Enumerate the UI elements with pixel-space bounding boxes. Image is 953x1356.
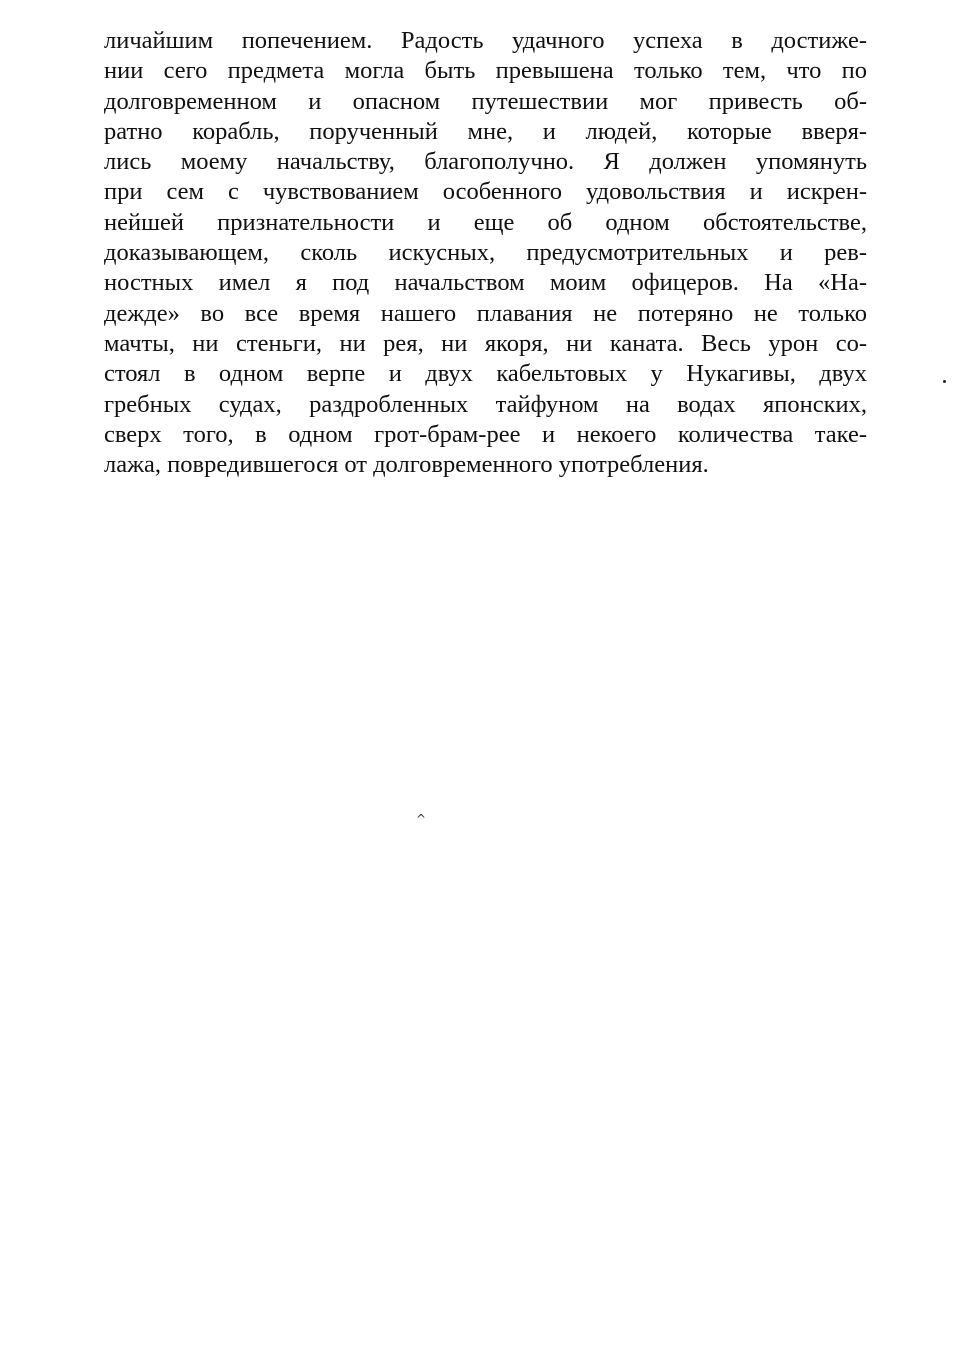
text-line: ратно корабль, порученный мне, и людей, которые вверя- (104, 117, 867, 145)
text-line: при сем с чувствованием особенного удовольствия и искрен- (104, 178, 867, 206)
text-line: нии сего предмета могла быть превышена только тем, что по (104, 57, 867, 85)
text-line: гребных судах, раздробленных тайфуном на водах японских, (104, 390, 867, 418)
text-line: лажа, повредившегося от долговременного употребления. (104, 451, 709, 479)
text-line: ностных имел я под начальством моим офицеров. На «На- (104, 269, 867, 297)
text-line: лись моему начальству, благополучно. Я должен упомянуть (104, 148, 867, 176)
body-text (104, 26, 867, 480)
text-line: доказывающем, сколь искусных, предусмотрительных и рев- (104, 239, 867, 267)
text-line: мачты, ни стеньги, ни рея, ни якоря, ни каната. Весь урон со- (104, 329, 867, 357)
text-line: долговременном и опасном путешествии мог привесть об- (104, 87, 867, 115)
text-line: сверх того, в одном грот-брам-рее и некоего количества таке- (104, 420, 867, 448)
text-line: стоял в одном верпе и двух кабельтовых у Нукагивы, двух (104, 360, 867, 388)
text-line: дежде» во все время нашего плавания не потеряно не только (104, 299, 867, 327)
text-line: нейшей признательности и еще об одном обстоятельстве, (104, 208, 867, 236)
scan-speck (943, 380, 946, 383)
text-line: личайшим попечением. Радость удачного успеха в достиже- (104, 27, 867, 54)
stray-caret-mark: ^ (416, 812, 427, 826)
